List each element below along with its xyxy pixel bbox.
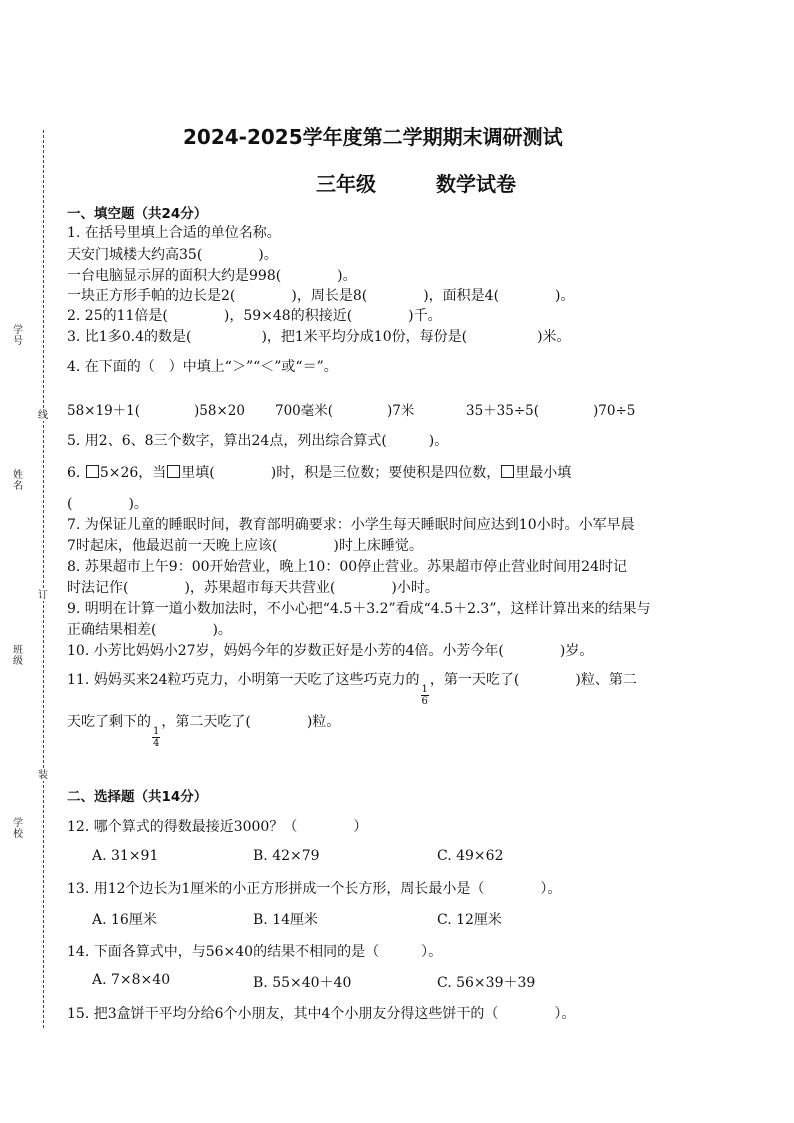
blank-box-icon — [167, 465, 180, 478]
q5-text: 5. 用2、6、8三个数字，算出24点，列出综合算式( )。 — [67, 433, 449, 449]
q6-number: 6. — [67, 465, 81, 481]
blank-box-icon — [86, 465, 99, 478]
fraction-denominator: 6 — [421, 696, 428, 707]
margin-label-bind: 订 — [38, 590, 48, 601]
q6-text-c: 里最小填 — [515, 465, 572, 481]
q9-line1: 9. 明明在计算一道小数加法时，不小心把“4.5＋3.2”看成“4.5＋2.3”，这样计算出来的结果与 — [67, 601, 651, 617]
fraction-one-quarter — [152, 726, 160, 749]
q13-option-c: C. 12厘米 — [437, 912, 502, 928]
q3-text: 3. 比1多0.4的数是( )，把1米平均分成10份，每份是( )米。 — [67, 329, 571, 345]
q11-text-c: 天吃了剩下的 — [67, 714, 151, 730]
margin-label-student-id: 学号 — [13, 325, 23, 347]
q6-text-a: 5×26，当 — [99, 465, 167, 481]
q14-option-b: B. 55×40＋40 — [253, 975, 352, 991]
blank-box-icon — [501, 465, 514, 478]
q13-option-b: B. 14厘米 — [253, 912, 319, 928]
q8-line1: 8. 苏果超市上午9：00开始营业，晚上10：00停止营业。苏果超市停止营业时间用24时记 — [67, 559, 627, 575]
q1b-text: 一台电脑显示屏的面积大约是998( )。 — [67, 268, 357, 284]
q11-line2 — [67, 711, 340, 749]
q7-line1: 7. 为保证儿童的睡眠时间，教育部明确要求：小学生每天睡眠时间应达到10小时。小军早晨 — [67, 517, 635, 533]
fraction-denominator: 4 — [153, 738, 160, 749]
q11-text-a: 11. 妈妈买来24粒巧克力，小明第一天吃了这些巧克力的 — [67, 672, 420, 688]
q11-text-d: ，第二天吃了( )粒。 — [161, 714, 341, 730]
grade-label: 三年级 — [316, 172, 376, 196]
section1-heading: 一、填空题（共24分） — [67, 206, 208, 222]
q4-text: 4. 在下面的（ ）中填上“＞”“＜”或“＝”。 — [67, 359, 338, 375]
q4-item: 700毫米( )7米 — [275, 403, 415, 419]
q8-line2: 时法记作( )，苏果超市每天共营业( )小时。 — [67, 580, 439, 596]
q12-option-a: A. 31×91 — [92, 848, 159, 864]
q13-text: 13. 用12个边长为1厘米的小正方形拼成一个长方形，周长最小是（ ）。 — [67, 881, 562, 897]
q1a-text: 天安门城楼大约高35( )。 — [67, 247, 278, 263]
q9-line2: 正确结果相差( )。 — [67, 622, 232, 638]
q4-item: 35＋35÷5( )70÷5 — [466, 403, 636, 419]
q12-option-c: C. 49×62 — [437, 848, 504, 864]
q7-line2: 7时起床，他最迟前一天晚上应该( )时上床睡觉。 — [67, 538, 423, 554]
q15-text: 15. 把3盒饼干平均分给6个小朋友，其中4个小朋友分得这些饼干的（ ）。 — [67, 1006, 576, 1022]
margin-label-school: 学校 — [13, 818, 23, 840]
q12-option-b: B. 42×79 — [253, 848, 320, 864]
margin-label-class: 班级 — [13, 645, 23, 667]
q10-text: 10. 小芳比妈妈小27岁，妈妈今年的岁数正好是小芳的4倍。小芳今年( )岁。 — [67, 643, 594, 659]
subject-label: 数学试卷 — [436, 172, 516, 196]
exam-title: 2024-2025学年度第二学期期末调研测试 — [183, 125, 563, 149]
q6-line1 — [67, 462, 571, 482]
q6-text-b: 里填( )时，积是三位数；要使积是四位数， — [181, 465, 501, 481]
q6-line2: ( )。 — [67, 496, 148, 512]
q2-text: 2. 25的11倍是( )，59×48的积接近( )千。 — [67, 308, 442, 324]
q1-text: 1. 在括号里填上合适的单位名称。 — [67, 225, 281, 241]
q14-option-a: A. 7×8×40 — [92, 972, 171, 988]
margin-label-seal: 装 — [38, 770, 48, 781]
fraction-numerator: 1 — [153, 726, 160, 737]
fraction-numerator: 1 — [421, 684, 428, 695]
margin-label-name: 姓名 — [13, 470, 23, 492]
fraction-one-sixth — [421, 684, 429, 707]
q1c-text: 一块正方形手帕的边长是2( )，周长是8( )，面积是4( )。 — [67, 288, 575, 304]
binding-dashed-line — [43, 130, 44, 1028]
margin-label-line: 线 — [38, 410, 48, 421]
q14-text: 14. 下面各算式中，与56×40的结果不相同的是（ ）。 — [67, 944, 443, 960]
q11-text-b: ，第一天吃了( )粒、第二 — [429, 672, 637, 688]
q12-text: 12. 哪个算式的得数最接近3000？（ ） — [67, 819, 368, 835]
q13-option-a: A. 16厘米 — [92, 912, 157, 928]
section2-heading: 二、选择题（共14分） — [67, 789, 208, 805]
q14-option-c: C. 56×39＋39 — [437, 975, 536, 991]
q4-item: 58×19＋1( )58×20 — [67, 403, 245, 419]
q11-line1 — [67, 669, 637, 707]
